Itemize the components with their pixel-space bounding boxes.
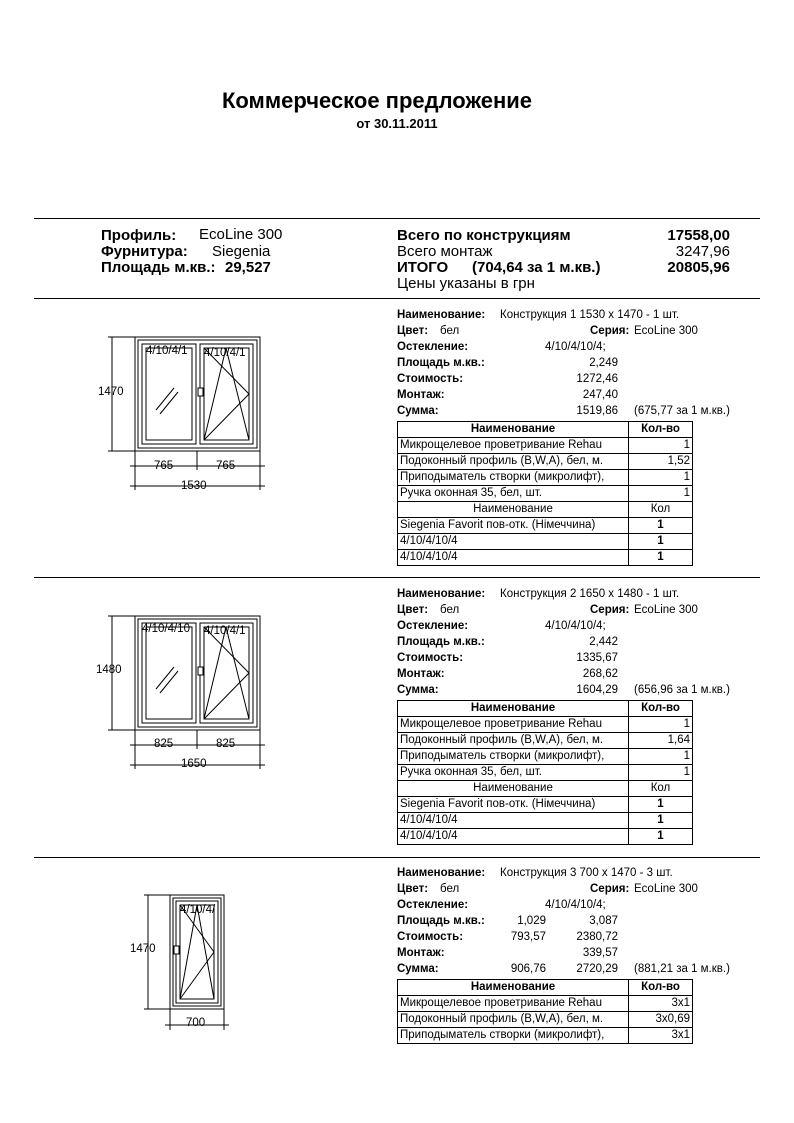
fitting-name: Siegenia Favorit пов-отк. (Німеччина) xyxy=(398,797,629,813)
itogo-per-m2: (704,64 за 1 м.кв.) xyxy=(472,259,601,276)
sum-label: Сумма: xyxy=(397,684,439,696)
accessory-name: Ручка оконная 35, бел, шт. xyxy=(398,765,629,781)
area-label: Площадь м.кв.: xyxy=(397,636,485,648)
glass-label-3: 4/10/4/ xyxy=(180,904,216,916)
construction-name: Конструкция 1 1530 x 1470 - 1 шт. xyxy=(500,309,680,321)
glazing-label: Остекление: xyxy=(397,620,469,632)
width-dim-1: 1530 xyxy=(181,480,207,492)
sum-value: 906,76 xyxy=(510,963,546,975)
height-dim-1: 1470 xyxy=(98,386,124,398)
color-value: бел xyxy=(440,325,460,337)
accessory-name: Приподыматель створки (микролифт), xyxy=(398,1028,629,1044)
install-label: Монтаж: xyxy=(397,668,445,680)
accessory-qty: 1 xyxy=(629,486,693,502)
table-row xyxy=(398,717,693,733)
accessory-qty: 1 xyxy=(629,749,693,765)
accessory-qty: 1 xyxy=(629,765,693,781)
cost-label: Стоимость: xyxy=(397,373,464,385)
color-label: Цвет: xyxy=(397,883,429,895)
col-header-qty: Кол-во xyxy=(629,422,693,438)
series-label: Серия: xyxy=(590,325,630,337)
table-row xyxy=(398,749,693,765)
cost-total-value: 2380,72 xyxy=(576,931,618,943)
col-header-name: Наименование xyxy=(398,502,629,518)
table-row xyxy=(398,1012,693,1028)
color-value: бел xyxy=(440,883,460,895)
accessory-qty: 1,52 xyxy=(629,454,693,470)
area-label: Площадь м.кв.: xyxy=(397,915,485,927)
accessory-qty: 1 xyxy=(629,438,693,454)
area-value: 2,249 xyxy=(589,357,618,369)
table-row xyxy=(398,797,693,813)
hardware-label: Фурнитура: xyxy=(101,243,188,260)
divider xyxy=(34,577,760,578)
itogo-label: ИТОГО xyxy=(397,259,449,276)
sum-per-m2: (881,21 за 1 м.кв.) xyxy=(634,963,730,975)
accessories-table xyxy=(397,979,693,1044)
height-dim-2: 1480 xyxy=(96,664,122,676)
glazing-label: Остекление: xyxy=(397,899,469,911)
fitting-qty: 1 xyxy=(629,797,693,813)
area-total-value: 3,087 xyxy=(589,915,618,927)
series-value: EcoLine 300 xyxy=(634,883,698,895)
accessory-name: Микрощелевое проветривание Rehau xyxy=(398,996,629,1012)
sum-per-m2: (656,96 за 1 м.кв.) xyxy=(634,684,730,696)
table-row xyxy=(398,733,693,749)
table-row xyxy=(398,454,693,470)
install-label: Монтаж: xyxy=(397,947,445,959)
document-title: Коммерческое предложение xyxy=(221,88,533,113)
glazing-value: 4/10/4/10/4; xyxy=(545,620,606,632)
color-label: Цвет: xyxy=(397,604,429,616)
series-value: EcoLine 300 xyxy=(634,325,698,337)
accessory-qty: 3x1 xyxy=(629,1028,693,1044)
col-header-qty: Кол xyxy=(629,502,693,518)
total-install-label: Всего монтаж xyxy=(397,243,493,260)
series-label: Серия: xyxy=(590,883,630,895)
width-dim-3: 700 xyxy=(186,1017,206,1029)
glazing-label: Остекление: xyxy=(397,341,469,353)
fitting-name: 4/10/4/10/4 xyxy=(398,813,629,829)
sum-value: 1604,29 xyxy=(576,684,618,696)
table-row xyxy=(398,829,693,845)
width2-dim-1: 765 xyxy=(216,460,236,472)
name-label: Наименование: xyxy=(397,588,486,600)
table-row xyxy=(398,486,693,502)
fitting-name: 4/10/4/10/4 xyxy=(398,534,629,550)
color-label: Цвет: xyxy=(397,325,429,337)
fitting-qty: 1 xyxy=(629,829,693,845)
area-label: Площадь м.кв.: xyxy=(397,357,485,369)
series-value: EcoLine 300 xyxy=(634,604,698,616)
table-row xyxy=(398,813,693,829)
cost-label: Стоимость: xyxy=(397,652,464,664)
accessory-qty: 3x0,69 xyxy=(629,1012,693,1028)
cost-value: 1272,46 xyxy=(576,373,618,385)
accessory-qty: 1 xyxy=(629,717,693,733)
cost-value: 793,57 xyxy=(510,931,546,943)
accessory-name: Ручка оконная 35, бел, шт. xyxy=(398,486,629,502)
width1-dim-2: 825 xyxy=(154,738,174,750)
col-header-qty: Кол xyxy=(629,781,693,797)
fitting-qty: 1 xyxy=(629,550,693,566)
divider xyxy=(34,857,760,858)
width2-dim-2: 825 xyxy=(216,738,236,750)
cost-value: 1335,67 xyxy=(576,652,618,664)
currency-note: Цены указаны в грн xyxy=(397,275,535,292)
accessory-name: Приподыматель створки (микролифт), xyxy=(398,470,629,486)
sum-value: 1519,86 xyxy=(576,405,618,417)
fitting-name: 4/10/4/10/4 xyxy=(398,550,629,566)
total-constructions-value: 17558,00 xyxy=(667,227,730,244)
table-row xyxy=(398,1028,693,1044)
fitting-name: 4/10/4/10/4 xyxy=(398,829,629,845)
sum-label: Сумма: xyxy=(397,405,439,417)
col-header-name: Наименование xyxy=(398,701,629,717)
install-label: Монтаж: xyxy=(397,389,445,401)
hardware-value: Siegenia xyxy=(212,243,271,260)
table-row xyxy=(398,470,693,486)
fitting-qty: 1 xyxy=(629,518,693,534)
area-value: 29,527 xyxy=(225,259,271,276)
itogo-value: 20805,96 xyxy=(667,259,730,276)
glass-label-2a: 4/10/4/10 xyxy=(142,623,190,635)
divider xyxy=(34,218,760,219)
table-row xyxy=(398,996,693,1012)
glazing-value: 4/10/4/10/4; xyxy=(545,899,606,911)
area-value: 1,029 xyxy=(517,915,546,927)
col-header-name: Наименование xyxy=(398,422,629,438)
profile-value: EcoLine 300 xyxy=(199,226,283,243)
divider xyxy=(34,298,760,299)
height-dim-3: 1470 xyxy=(130,943,156,955)
width1-dim-1: 765 xyxy=(154,460,174,472)
construction-name: Конструкция 2 1650 x 1480 - 1 шт. xyxy=(500,588,680,600)
fitting-qty: 1 xyxy=(629,534,693,550)
install-value: 268,62 xyxy=(582,668,618,680)
name-label: Наименование: xyxy=(397,309,486,321)
table-row xyxy=(398,765,693,781)
col-header-name: Наименование xyxy=(398,781,629,797)
accessories-table xyxy=(397,700,693,845)
col-header-name: Наименование xyxy=(398,980,629,996)
width-dim-2: 1650 xyxy=(181,758,207,770)
table-row xyxy=(398,534,693,550)
table-row xyxy=(398,438,693,454)
total-constructions-label: Всего по конструкциям xyxy=(397,227,571,244)
total-install-value: 3247,96 xyxy=(675,243,730,260)
table-row xyxy=(398,550,693,566)
profile-label: Профиль: xyxy=(101,227,177,244)
accessory-name: Микрощелевое проветривание Rehau xyxy=(398,438,629,454)
accessory-name: Подоконный профиль (B,W,A), бел, м. xyxy=(398,733,629,749)
table-row xyxy=(398,518,693,534)
accessory-name: Микрощелевое проветривание Rehau xyxy=(398,717,629,733)
sum-total-value: 2720,29 xyxy=(576,963,618,975)
construction-name: Конструкция 3 700 x 1470 - 3 шт. xyxy=(500,867,673,879)
glass-label-1a: 4/10/4/1 xyxy=(146,345,188,357)
accessory-qty: 1 xyxy=(629,470,693,486)
document-date: от 30.11.2011 xyxy=(356,116,438,131)
install-value: 339,57 xyxy=(582,947,618,959)
accessory-name: Подоконный профиль (B,W,A), бел, м. xyxy=(398,454,629,470)
glazing-value: 4/10/4/10/4; xyxy=(545,341,606,353)
series-label: Серия: xyxy=(590,604,630,616)
accessories-table xyxy=(397,421,693,566)
col-header-qty: Кол-во xyxy=(629,701,693,717)
sum-per-m2: (675,77 за 1 м.кв.) xyxy=(634,405,730,417)
accessory-name: Приподыматель створки (микролифт), xyxy=(398,749,629,765)
install-value: 247,40 xyxy=(582,389,618,401)
accessory-qty: 3x1 xyxy=(629,996,693,1012)
glass-label-2b: 4/10/4/1 xyxy=(204,625,246,637)
sum-label: Сумма: xyxy=(397,963,439,975)
fitting-qty: 1 xyxy=(629,813,693,829)
area-label: Площадь м.кв.: xyxy=(101,259,216,276)
name-label: Наименование: xyxy=(397,867,486,879)
glass-label-1b: 4/10/4/1 xyxy=(204,347,246,359)
col-header-qty: Кол-во xyxy=(629,980,693,996)
cost-label: Стоимость: xyxy=(397,931,464,943)
accessory-qty: 1,64 xyxy=(629,733,693,749)
accessory-name: Подоконный профиль (B,W,A), бел, м. xyxy=(398,1012,629,1028)
color-value: бел xyxy=(440,604,460,616)
area-value: 2,442 xyxy=(589,636,618,648)
fitting-name: Siegenia Favorit пов-отк. (Німеччина) xyxy=(398,518,629,534)
